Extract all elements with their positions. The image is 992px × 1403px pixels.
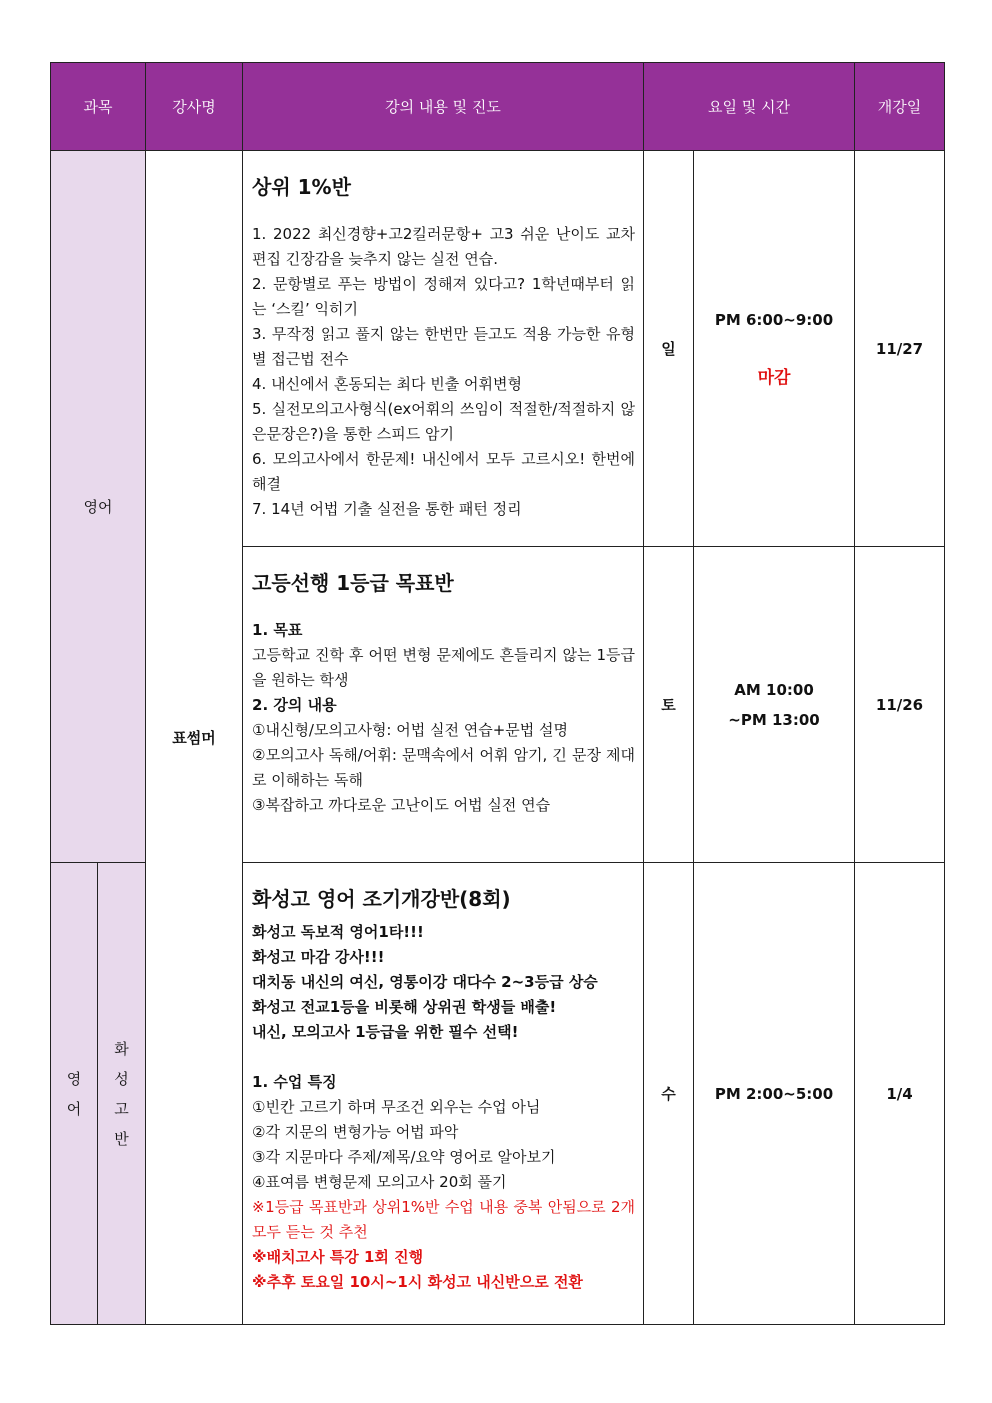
header-content: 강의 내용 및 진도: [243, 63, 644, 151]
intro-line: 내신, 모의고사 1등급을 위한 필수 선택!: [252, 1023, 519, 1041]
day-cell: 일: [644, 151, 694, 547]
feature-line: ④표여름 변형문제 모의고사 20회 풀기: [252, 1173, 507, 1191]
intro-line: 화성고 독보적 영어1타!!!: [252, 923, 424, 941]
content-line: 5. 실전모의고사형식(ex어휘의 쓰임이 적절한/적절하지 않은문장은?)을 통한 스피드 암기: [252, 400, 636, 443]
header-start-date: 개강일: [855, 63, 945, 151]
feature-line: ②각 지문의 변형가능 어법 파악: [252, 1123, 459, 1141]
branch-char: 화: [114, 1039, 129, 1058]
feature-heading: 1. 수업 특징: [252, 1073, 337, 1091]
course-title: 상위 1%반: [252, 175, 351, 199]
branch-char: 고: [114, 1099, 129, 1118]
subject-cell: [51, 863, 98, 1325]
subject-char: 영: [66, 1069, 82, 1088]
closed-badge: 마감: [757, 367, 791, 388]
content-line: 4. 내신에서 혼동되는 최다 빈출 어휘변형: [252, 375, 523, 393]
start-date-cell: 11/27: [855, 151, 945, 547]
time-text: PM 6:00~9:00: [714, 310, 834, 329]
start-date-cell: 11/26: [855, 547, 945, 863]
intro-line: 화성고 전교1등을 비롯해 상위권 학생들 배출!: [252, 998, 557, 1016]
feature-line: ①빈칸 고르기 하며 무조건 외우는 수업 아님: [252, 1098, 541, 1116]
intro-line: 화성고 마감 강사!!!: [252, 948, 385, 966]
goal-text: 고등학교 진학 후 어떤 변형 문제에도 흔들리지 않는 1등급을 원하는 학생: [252, 646, 636, 689]
note-line: ※추후 토요일 10시~1시 화성고 내신반으로 전환: [252, 1273, 583, 1291]
header-subject: 과목: [51, 63, 146, 151]
content-line: 3. 무작정 읽고 풀지 않는 한번만 듣고도 적용 가능한 유형별 접근법 전수: [252, 325, 636, 368]
branch-cell: [98, 863, 146, 1325]
course-content-cell: [243, 151, 644, 547]
course-content-cell: [243, 547, 644, 863]
header-teacher: 강사명: [146, 63, 243, 151]
time-text: AM 10:00: [734, 680, 814, 699]
day-cell: 수: [644, 863, 694, 1325]
course-title: 고등선행 1등급 목표반: [252, 571, 454, 595]
time-cell: [694, 547, 855, 863]
table-row: [51, 151, 945, 547]
header-row: [51, 63, 945, 151]
subject-char: 어: [66, 1099, 82, 1118]
content-line: 6. 모의고사에서 한문제! 내신에서 모두 고르시오! 한번에 해결: [252, 450, 636, 493]
content-line: 7. 14년 어법 기출 실전을 통한 패턴 정리: [252, 500, 522, 518]
start-date-cell: 1/4: [855, 863, 945, 1325]
course-content-cell: [243, 863, 644, 1325]
day-cell: 토: [644, 547, 694, 863]
teacher-cell: 표썸머: [146, 151, 243, 1325]
course-title: 화성고 영어 조기개강반(8회): [252, 887, 511, 911]
note-line: ※배치고사 특강 1회 진행: [252, 1248, 424, 1266]
content-line: ①내신형/모의고사형: 어법 실전 연습+문법 설명: [252, 721, 569, 739]
time-cell: PM 2:00~5:00: [694, 863, 855, 1325]
branch-char: 성: [114, 1069, 129, 1088]
content-line: 1. 2022 최신경향+고2킬러문항+ 고3 쉬운 난이도 교차 편집 긴장감을 늦추지 않는 실전 연습.: [252, 225, 636, 268]
time-cell: [694, 151, 855, 547]
feature-line: ③각 지문마다 주제/제목/요약 영어로 알아보기: [252, 1148, 556, 1166]
content-line: 2. 문항별로 푸는 방법이 정해져 있다고? 1학년때부터 읽는 ‘스킬’ 익히기: [252, 275, 636, 318]
intro-line: 대치동 내신의 여신, 영통이강 대다수 2~3등급 상승: [252, 973, 598, 991]
note-line: ※1등급 목표반과 상위1%반 수업 내용 중복 안됨으로 2개 모두 듣는 것 추천: [252, 1198, 636, 1241]
time-text: ~PM 13:00: [728, 710, 820, 729]
content-line: ③복잡하고 까다로운 고난이도 어법 실전 연습: [252, 796, 551, 814]
schedule-table: [50, 62, 945, 1325]
content-line: ②모의고사 독해/어휘: 문맥속에서 어휘 암기, 긴 문장 제대로 이해하는 독해: [252, 746, 636, 789]
branch-char: 반: [114, 1129, 129, 1148]
goal-heading: 1. 목표: [252, 621, 303, 639]
content-heading: 2. 강의 내용: [252, 696, 337, 714]
subject-cell: 영어: [51, 151, 146, 863]
header-schedule: 요일 및 시간: [644, 63, 855, 151]
